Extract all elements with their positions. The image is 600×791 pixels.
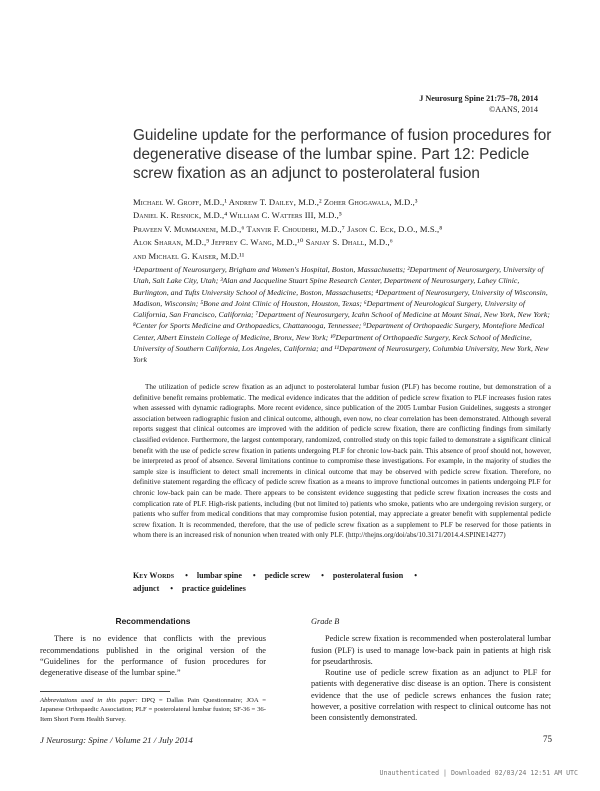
- abstract-doi-link[interactable]: (http://thejns.org/doi/abs/10.3171/2014.4.SPINE14277): [345, 531, 506, 540]
- download-stamp: Unauthenticated | Downloaded 02/03/24 12:51 AM UTC: [379, 769, 578, 777]
- page-number: 75: [543, 734, 552, 744]
- footnote-divider: [40, 691, 170, 692]
- grade-heading: Grade B: [311, 617, 340, 626]
- right-column: [311, 616, 551, 724]
- abbreviations-footnote: [40, 691, 266, 724]
- abstract-text: The utilization of pedicle screw fixation as an adjunct to posterolateral lumbar fusion (PLF) has become routine, but demonstration of a definitive benefit remains problematic. The medical evidence indicates that the addition of pedicle screw fixation to PLF increases fusion rates when assessed with dynamic radiographs. More recent evidence, since publication of the 2005 Lumbar Fusion Guidelines, suggests a stronger association between radiographic fusion and clinical outcome, although, even now, no clear correlation has been demonstrated. Although several reports suggest that clinical outcomes are improved with the addition of pedicle screw fixation, there are conflicting findings from similarly classified evidence. Furthermore, the largest contemporary, randomized, controlled study on this topic failed to demonstrate a significant clinical benefit with the use of pedicle screw fixation in patients undergoing PLF for chronic low-back pain. This absence of proof should not, however, be interpreted as proof of absence. Several limitations continue to compromise these investigations. For example, in the majority of studies the sample size is insufficient to detect small increments in clinical outcome that may be observed with pedicle screw fixation. Therefore, no definitive statement regarding the efficacy of pedicle screw fixation as a means to improve functional outcomes in patients undergoing PLF for chronic low-back pain can be made. There appears to be consistent evidence suggesting that pedicle screw fixation increases the costs and complication rate of PLF. High-risk patients, including (but not limited to) patients who smoke, patients who are undergoing revision surgery, or patients who suffer from medical conditions that may compromise fusion potential, may appreciate a greater benefit with supplemental pedicle screw fixation. It is recommended, therefore, that the use of pedicle screw fixation as a supplement to PLF be reserved for those patients in whom there is an increased risk of nonunion when treated with only PLF.: [133, 383, 551, 540]
- author-line: Michael W. Groff, M.D.,¹ Andrew T. Dailey, M.D.,² Zoher Ghogawala, M.D.,³: [133, 197, 418, 207]
- keywords-label: Key Words: [133, 571, 175, 580]
- article-title: Guideline update for the performance of fusion procedures for degenerative disease of the lumbar spine. Part 12: Pedicle screw fixation as an adjunct to posterolateral fusion: [133, 127, 552, 182]
- author-line: Daniel K. Resnick, M.D.,⁴ William C. Watters III, M.D.,⁵: [133, 210, 342, 221]
- author-line: and Michael G. Kaiser, M.D.¹¹: [133, 250, 245, 261]
- keyword: adjunct: [133, 584, 160, 593]
- author-line: Praveen V. Mummaneni, M.D.,⁶ Tanvir F. Choudhri, M.D.,⁷ Jason C. Eck, D.O., M.S.,⁸: [133, 223, 443, 234]
- footnote-label: Abbreviations used in this paper:: [40, 697, 138, 704]
- journal-reference: [419, 93, 538, 115]
- footer-journal: J Neurosurg: Spine / Volume 21 / July 2014: [40, 735, 193, 745]
- option-paragraph: Routine use of pedicle screw fixation as an adjunct to PLF for patients with degenerative disc disease is an option. There is consistent evidence that the use of pedicle screws enhances the fusion rate; however, a positive correlation with respect to clinical outcome has not been consistently demonstrated.: [311, 668, 551, 723]
- recommendations-heading: Recommendations: [115, 616, 191, 626]
- grade-b-paragraph: Pedicle screw fixation is recommended when posterolateral lumbar fusion (PLF) is used to manage low-back pain in patients at high risk for pseudarthrosis.: [311, 634, 551, 666]
- keyword: lumbar spine: [196, 571, 242, 580]
- keyword: posterolateral fusion: [332, 571, 404, 580]
- footnote-text: DPQ = Dallas Pain Questionnaire; JOA = Japanese Orthopaedic Association; PLF = posterolateral lumbar fusion; SF-36 = 36-Item Short Form Health Survey.: [40, 697, 266, 723]
- author-line: Alok Sharan, M.D.,⁹ Jeffrey C. Wang, M.D.,¹⁰ Sanjay S. Dhall, M.D.,⁶: [133, 237, 393, 248]
- keyword: practice guidelines: [182, 584, 246, 593]
- journal-citation: J Neurosurg Spine 21:75–78, 2014: [419, 94, 538, 103]
- copyright-notice: ©AANS, 2014: [489, 105, 538, 114]
- recommendations-paragraph: There is no evidence that conflicts with the previous recommendations published in the original version of the “Guidelines for the performance of fusion procedures for degenerative disease of the lumbar spine.”: [40, 634, 266, 678]
- left-column: [40, 616, 266, 678]
- keywords: Key Words • lumbar spine • pedicle screw • posterolateral fusion • adjunct • practice guidelines: [133, 571, 418, 593]
- author-list: [133, 196, 553, 263]
- affiliations: ¹Department of Neurosurgery, Brigham and Women's Hospital, Boston, Massachusetts; ²Department of Neurosurgery, University of Utah, Salt Lake City, Utah; ³Alan and Jacqueline Stuart Spine Research Center, Department of Neurosurgery, Lahey Clinic, Burlington, and Tufts University School of Medicine, Boston, Massachusetts; ⁴Department of Neurosurgery, University of Wisconsin, Madison, Wisconsin; ⁵Bone and Joint Clinic of Houston, Houston, Texas; ⁶Department of Neurological Surgery, University of California, San Francisco, California; ⁷Department of Neurosurgery, Icahn School of Medicine at Mount Sinai, New York, New York; ⁸Center for Sports Medicine and Orthopaedics, Chattanooga, Tennessee; ⁹Department of Orthopaedic Surgery, Montefiore Medical Center, Albert Einstein College of Medicine, Bronx, New York; ¹⁰Department of Orthopaedic Surgery, Keck School of Medicine, University of Southern California, Los Angeles, California; and ¹¹Department of Neurosurgery, Columbia University, New York, New York: [133, 265, 550, 365]
- keyword: pedicle screw: [264, 571, 311, 580]
- abstract: [133, 382, 551, 541]
